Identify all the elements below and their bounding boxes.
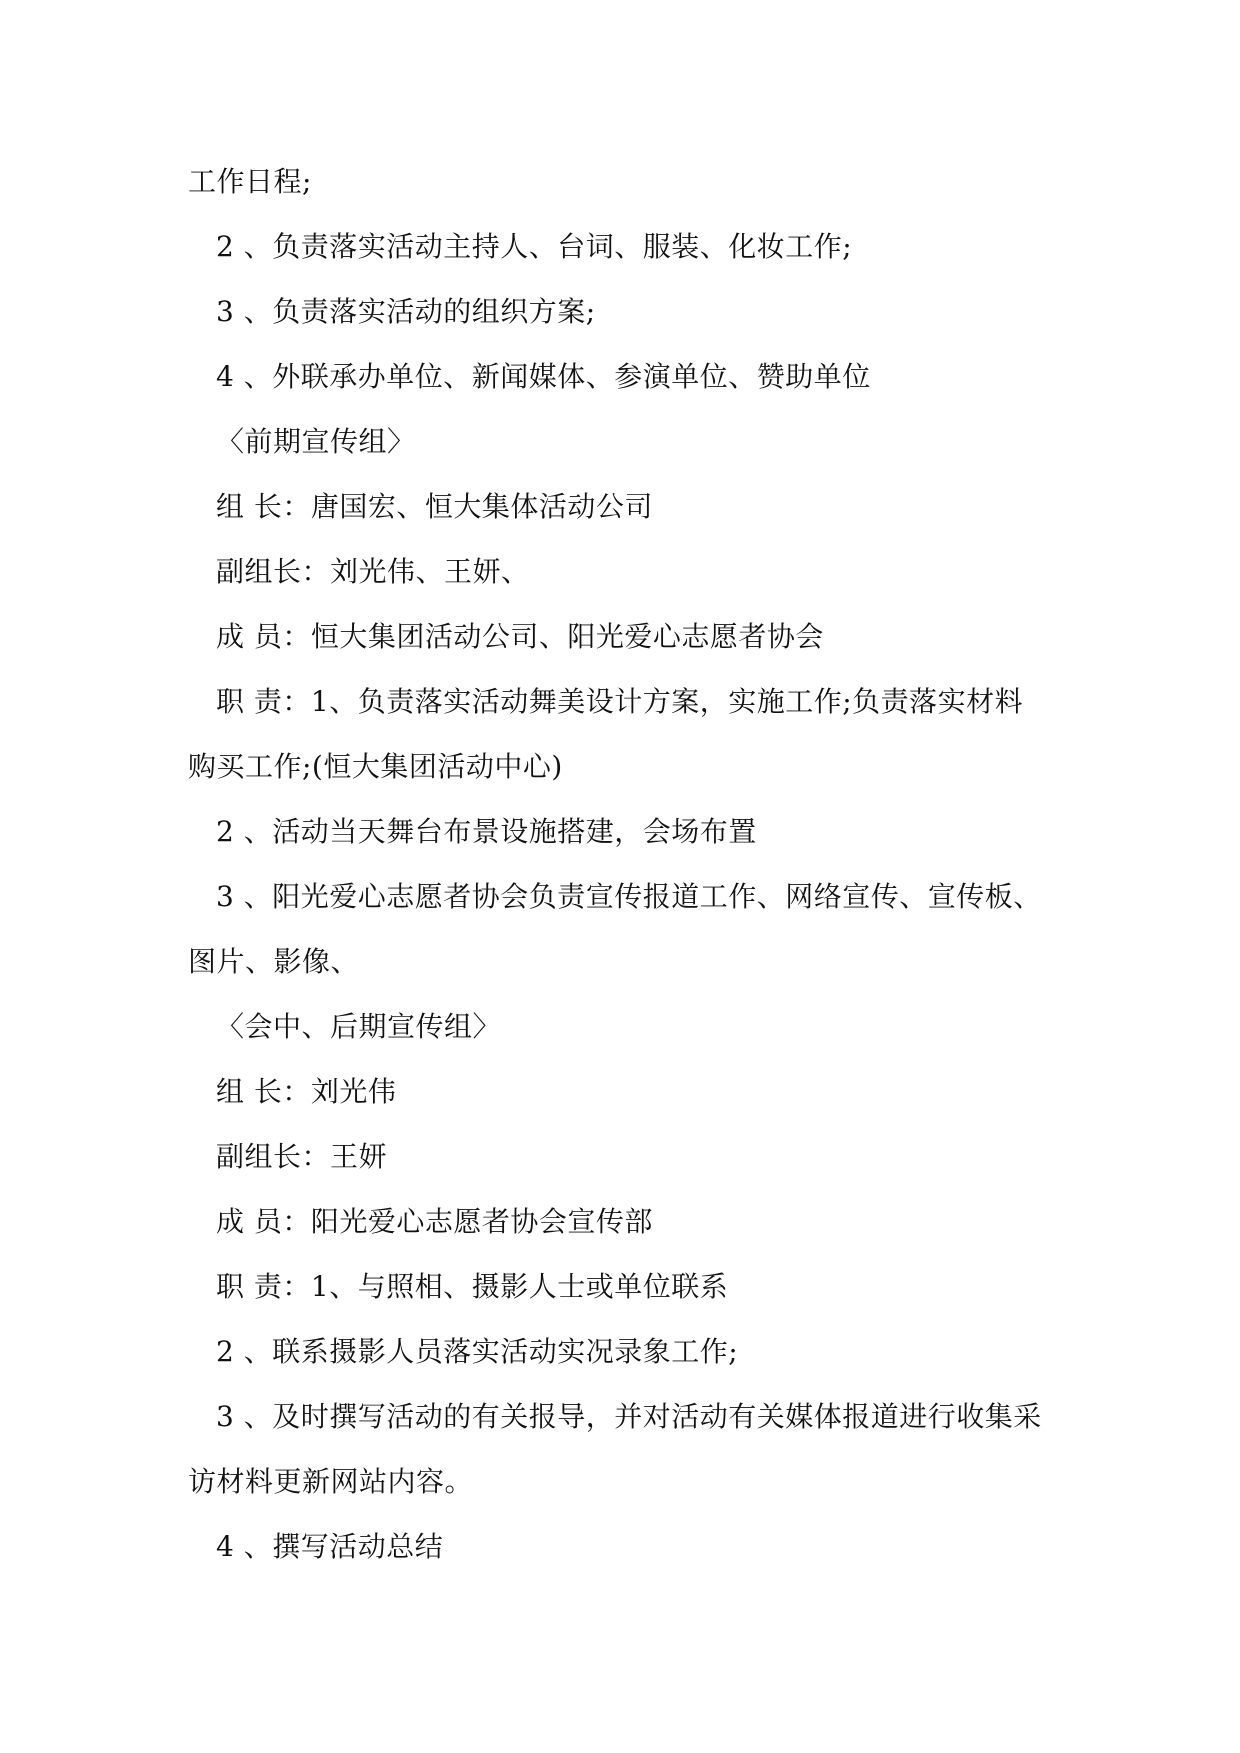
text-line-duties-3: 3 、阳光爱心志愿者协会负责宣传报道工作、网络宣传、宣传板、 bbox=[216, 880, 1042, 913]
text-line-item-4: 4 、外联承办单位、新闻媒体、参演单位、赞助单位 bbox=[216, 360, 871, 393]
text-line-members: 成 员：恒大集团活动公司、阳光爱心志愿者协会 bbox=[216, 620, 824, 653]
text-line-duties-3-cont: 图片、影像、 bbox=[188, 945, 360, 978]
text-line-deputy-leader-2: 副组长：王妍 bbox=[216, 1140, 388, 1173]
text-line-group-leader-2: 组 长：刘光伟 bbox=[216, 1075, 397, 1108]
text-line-duties-2-3-cont: 访材料更新网站内容。 bbox=[188, 1465, 474, 1498]
text-line-duties-2-1: 职 责：1、与照相、摄影人士或单位联系 bbox=[216, 1270, 729, 1303]
section-heading-mid-post-publicity: 〈会中、后期宣传组〉 bbox=[216, 1010, 502, 1043]
text-line-duties-2-3: 3 、及时撰写活动的有关报导，并对活动有关媒体报道进行收集采 bbox=[216, 1400, 1042, 1433]
text-line-duties-2-4: 4 、撰写活动总结 bbox=[216, 1530, 444, 1563]
text-line-duties-2-2: 2 、联系摄影人员落实活动实况录象工作; bbox=[216, 1335, 739, 1368]
text-line-deputy-leader: 副组长：刘光伟、王妍、 bbox=[216, 555, 530, 588]
section-heading-pre-publicity: 〈前期宣传组〉 bbox=[216, 425, 416, 458]
text-line-duties-2: 2 、活动当天舞台布景设施搭建，会场布置 bbox=[216, 815, 757, 848]
text-line-item-3: 3 、负责落实活动的组织方案; bbox=[216, 295, 596, 328]
text-line-members-2: 成 员：阳光爱心志愿者协会宣传部 bbox=[216, 1205, 653, 1238]
text-line-schedule: 工作日程; bbox=[188, 165, 312, 198]
text-line-duties-1-cont: 购买工作;(恒大集团活动中心) bbox=[188, 750, 563, 783]
text-line-duties-1: 职 责：1、负责落实活动舞美设计方案，实施工作;负责落实材料 bbox=[216, 685, 1024, 718]
text-line-item-2: 2 、负责落实活动主持人、台词、服装、化妆工作; bbox=[216, 230, 853, 263]
text-line-group-leader: 组 长：唐国宏、恒大集体活动公司 bbox=[216, 490, 653, 523]
